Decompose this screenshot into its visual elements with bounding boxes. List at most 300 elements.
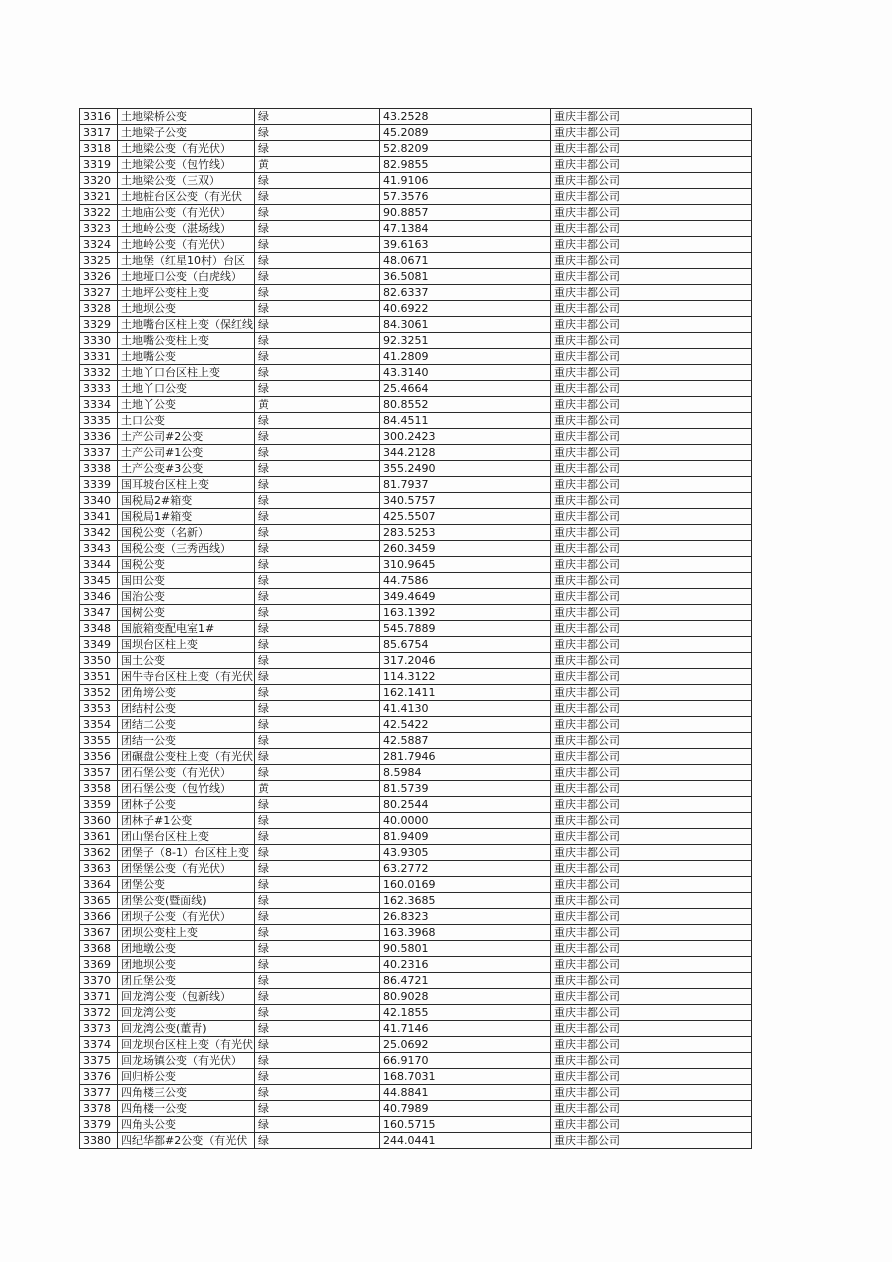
cell-name[interactable]: 国税公变: [118, 557, 255, 573]
cell-row-id[interactable]: 3329: [80, 317, 118, 333]
cell-status[interactable]: 绿: [255, 717, 380, 733]
cell-value[interactable]: 40.0000: [380, 813, 551, 829]
cell-status[interactable]: 绿: [255, 509, 380, 525]
cell-status[interactable]: 绿: [255, 845, 380, 861]
cell-company[interactable]: 重庆丰都公司: [551, 957, 752, 973]
cell-name[interactable]: 团林子公变: [118, 797, 255, 813]
cell-name[interactable]: 土地坪公变柱上变: [118, 285, 255, 301]
cell-row-id[interactable]: 3348: [80, 621, 118, 637]
cell-value[interactable]: 25.4664: [380, 381, 551, 397]
cell-row-id[interactable]: 3324: [80, 237, 118, 253]
cell-status[interactable]: 绿: [255, 557, 380, 573]
cell-name[interactable]: 回龙湾公变（包新线）: [118, 989, 255, 1005]
cell-company[interactable]: 重庆丰都公司: [551, 1053, 752, 1069]
cell-company[interactable]: 重庆丰都公司: [551, 253, 752, 269]
cell-value[interactable]: 80.8552: [380, 397, 551, 413]
cell-company[interactable]: 重庆丰都公司: [551, 797, 752, 813]
cell-name[interactable]: 团石堡公变（包竹线）: [118, 781, 255, 797]
cell-row-id[interactable]: 3320: [80, 173, 118, 189]
cell-value[interactable]: 41.2809: [380, 349, 551, 365]
cell-name[interactable]: 土地梁桥公变: [118, 109, 255, 125]
cell-row-id[interactable]: 3318: [80, 141, 118, 157]
cell-row-id[interactable]: 3361: [80, 829, 118, 845]
cell-value[interactable]: 355.2490: [380, 461, 551, 477]
cell-row-id[interactable]: 3372: [80, 1005, 118, 1021]
cell-status[interactable]: 绿: [255, 589, 380, 605]
cell-row-id[interactable]: 3358: [80, 781, 118, 797]
cell-row-id[interactable]: 3357: [80, 765, 118, 781]
cell-status[interactable]: 绿: [255, 941, 380, 957]
cell-status[interactable]: 绿: [255, 141, 380, 157]
cell-name[interactable]: 四角楼一公变: [118, 1101, 255, 1117]
cell-row-id[interactable]: 3339: [80, 477, 118, 493]
cell-name[interactable]: 土地桩台区公变（有光伏: [118, 189, 255, 205]
cell-status[interactable]: 绿: [255, 205, 380, 221]
cell-status[interactable]: 绿: [255, 525, 380, 541]
cell-row-id[interactable]: 3369: [80, 957, 118, 973]
cell-name[interactable]: 四纪华都#2公变（有光伏: [118, 1133, 255, 1149]
cell-row-id[interactable]: 3331: [80, 349, 118, 365]
cell-company[interactable]: 重庆丰都公司: [551, 1117, 752, 1133]
cell-value[interactable]: 114.3122: [380, 669, 551, 685]
cell-status[interactable]: 绿: [255, 1133, 380, 1149]
cell-company[interactable]: 重庆丰都公司: [551, 173, 752, 189]
cell-row-id[interactable]: 3345: [80, 573, 118, 589]
cell-status[interactable]: 绿: [255, 973, 380, 989]
cell-value[interactable]: 40.6922: [380, 301, 551, 317]
cell-company[interactable]: 重庆丰都公司: [551, 573, 752, 589]
cell-row-id[interactable]: 3341: [80, 509, 118, 525]
cell-row-id[interactable]: 3319: [80, 157, 118, 173]
cell-row-id[interactable]: 3326: [80, 269, 118, 285]
cell-status[interactable]: 绿: [255, 1101, 380, 1117]
cell-value[interactable]: 43.9305: [380, 845, 551, 861]
cell-status[interactable]: 黄: [255, 397, 380, 413]
cell-company[interactable]: 重庆丰都公司: [551, 701, 752, 717]
cell-company[interactable]: 重庆丰都公司: [551, 1085, 752, 1101]
cell-company[interactable]: 重庆丰都公司: [551, 269, 752, 285]
cell-status[interactable]: 绿: [255, 813, 380, 829]
cell-value[interactable]: 43.3140: [380, 365, 551, 381]
cell-value[interactable]: 84.3061: [380, 317, 551, 333]
cell-name[interactable]: 团结村公变: [118, 701, 255, 717]
cell-value[interactable]: 25.0692: [380, 1037, 551, 1053]
cell-name[interactable]: 国治公变: [118, 589, 255, 605]
cell-name[interactable]: 土地梁公变（三双）: [118, 173, 255, 189]
cell-status[interactable]: 绿: [255, 1117, 380, 1133]
cell-name[interactable]: 国旅箱变配电室1#: [118, 621, 255, 637]
cell-name[interactable]: 国田公变: [118, 573, 255, 589]
cell-value[interactable]: 80.2544: [380, 797, 551, 813]
cell-row-id[interactable]: 3350: [80, 653, 118, 669]
cell-company[interactable]: 重庆丰都公司: [551, 717, 752, 733]
cell-row-id[interactable]: 3375: [80, 1053, 118, 1069]
cell-name[interactable]: 土口公变: [118, 413, 255, 429]
cell-row-id[interactable]: 3325: [80, 253, 118, 269]
cell-company[interactable]: 重庆丰都公司: [551, 397, 752, 413]
cell-value[interactable]: 26.8323: [380, 909, 551, 925]
cell-company[interactable]: 重庆丰都公司: [551, 285, 752, 301]
cell-status[interactable]: 绿: [255, 669, 380, 685]
cell-row-id[interactable]: 3352: [80, 685, 118, 701]
cell-row-id[interactable]: 3356: [80, 749, 118, 765]
cell-company[interactable]: 重庆丰都公司: [551, 125, 752, 141]
cell-row-id[interactable]: 3374: [80, 1037, 118, 1053]
cell-status[interactable]: 绿: [255, 445, 380, 461]
cell-row-id[interactable]: 3337: [80, 445, 118, 461]
cell-row-id[interactable]: 3333: [80, 381, 118, 397]
cell-company[interactable]: 重庆丰都公司: [551, 637, 752, 653]
cell-status[interactable]: 绿: [255, 621, 380, 637]
cell-value[interactable]: 42.5422: [380, 717, 551, 733]
cell-company[interactable]: 重庆丰都公司: [551, 541, 752, 557]
cell-value[interactable]: 85.6754: [380, 637, 551, 653]
cell-name[interactable]: 土地垭口公变（白虎线）: [118, 269, 255, 285]
cell-company[interactable]: 重庆丰都公司: [551, 973, 752, 989]
cell-row-id[interactable]: 3323: [80, 221, 118, 237]
cell-name[interactable]: 团堡堡公变（有光伏）: [118, 861, 255, 877]
cell-value[interactable]: 92.3251: [380, 333, 551, 349]
cell-name[interactable]: 国税局2#箱变: [118, 493, 255, 509]
cell-company[interactable]: 重庆丰都公司: [551, 893, 752, 909]
cell-row-id[interactable]: 3342: [80, 525, 118, 541]
cell-status[interactable]: 绿: [255, 733, 380, 749]
cell-name[interactable]: 土地丫口台区柱上变: [118, 365, 255, 381]
cell-company[interactable]: 重庆丰都公司: [551, 365, 752, 381]
cell-value[interactable]: 8.5984: [380, 765, 551, 781]
cell-value[interactable]: 160.0169: [380, 877, 551, 893]
cell-company[interactable]: 重庆丰都公司: [551, 189, 752, 205]
cell-status[interactable]: 绿: [255, 765, 380, 781]
cell-company[interactable]: 重庆丰都公司: [551, 429, 752, 445]
cell-status[interactable]: 绿: [255, 317, 380, 333]
cell-company[interactable]: 重庆丰都公司: [551, 445, 752, 461]
cell-company[interactable]: 重庆丰都公司: [551, 221, 752, 237]
cell-company[interactable]: 重庆丰都公司: [551, 653, 752, 669]
cell-row-id[interactable]: 3349: [80, 637, 118, 653]
cell-value[interactable]: 80.9028: [380, 989, 551, 1005]
cell-company[interactable]: 重庆丰都公司: [551, 845, 752, 861]
cell-company[interactable]: 重庆丰都公司: [551, 349, 752, 365]
cell-status[interactable]: 绿: [255, 573, 380, 589]
cell-status[interactable]: 绿: [255, 365, 380, 381]
cell-row-id[interactable]: 3377: [80, 1085, 118, 1101]
cell-row-id[interactable]: 3373: [80, 1021, 118, 1037]
cell-status[interactable]: 绿: [255, 653, 380, 669]
cell-status[interactable]: 绿: [255, 797, 380, 813]
cell-name[interactable]: 四角楼三公变: [118, 1085, 255, 1101]
cell-company[interactable]: 重庆丰都公司: [551, 461, 752, 477]
cell-name[interactable]: 土产公变#3公变: [118, 461, 255, 477]
cell-status[interactable]: 绿: [255, 893, 380, 909]
cell-value[interactable]: 40.7989: [380, 1101, 551, 1117]
cell-row-id[interactable]: 3360: [80, 813, 118, 829]
cell-company[interactable]: 重庆丰都公司: [551, 1101, 752, 1117]
cell-row-id[interactable]: 3332: [80, 365, 118, 381]
cell-value[interactable]: 90.8857: [380, 205, 551, 221]
cell-row-id[interactable]: 3366: [80, 909, 118, 925]
cell-status[interactable]: 绿: [255, 605, 380, 621]
cell-status[interactable]: 绿: [255, 461, 380, 477]
cell-name[interactable]: 国耳坡台区柱上变: [118, 477, 255, 493]
cell-row-id[interactable]: 3379: [80, 1117, 118, 1133]
cell-row-id[interactable]: 3367: [80, 925, 118, 941]
cell-status[interactable]: 黄: [255, 157, 380, 173]
cell-name[interactable]: 土地坝公变: [118, 301, 255, 317]
cell-name[interactable]: 国税公变（名新）: [118, 525, 255, 541]
cell-value[interactable]: 168.7031: [380, 1069, 551, 1085]
cell-status[interactable]: 绿: [255, 429, 380, 445]
cell-row-id[interactable]: 3370: [80, 973, 118, 989]
cell-company[interactable]: 重庆丰都公司: [551, 109, 752, 125]
cell-status[interactable]: 绿: [255, 1005, 380, 1021]
cell-row-id[interactable]: 3344: [80, 557, 118, 573]
cell-row-id[interactable]: 3368: [80, 941, 118, 957]
cell-status[interactable]: 绿: [255, 189, 380, 205]
cell-name[interactable]: 国土公变: [118, 653, 255, 669]
cell-value[interactable]: 244.0441: [380, 1133, 551, 1149]
cell-value[interactable]: 425.5507: [380, 509, 551, 525]
cell-company[interactable]: 重庆丰都公司: [551, 1005, 752, 1021]
cell-row-id[interactable]: 3378: [80, 1101, 118, 1117]
cell-name[interactable]: 土地岭公变（有光伏）: [118, 237, 255, 253]
cell-company[interactable]: 重庆丰都公司: [551, 861, 752, 877]
cell-row-id[interactable]: 3330: [80, 333, 118, 349]
cell-row-id[interactable]: 3351: [80, 669, 118, 685]
cell-value[interactable]: 39.6163: [380, 237, 551, 253]
cell-company[interactable]: 重庆丰都公司: [551, 733, 752, 749]
cell-name[interactable]: 团堡公变(暨面线): [118, 893, 255, 909]
cell-status[interactable]: 绿: [255, 125, 380, 141]
cell-name[interactable]: 土地岭公变（湛场线）: [118, 221, 255, 237]
cell-status[interactable]: 绿: [255, 1053, 380, 1069]
cell-value[interactable]: 160.5715: [380, 1117, 551, 1133]
cell-name[interactable]: 团林子#1公变: [118, 813, 255, 829]
cell-status[interactable]: 绿: [255, 285, 380, 301]
cell-company[interactable]: 重庆丰都公司: [551, 829, 752, 845]
cell-status[interactable]: 绿: [255, 109, 380, 125]
cell-name[interactable]: 团地坝公变: [118, 957, 255, 973]
cell-name[interactable]: 回归桥公变: [118, 1069, 255, 1085]
cell-value[interactable]: 44.8841: [380, 1085, 551, 1101]
cell-status[interactable]: 绿: [255, 861, 380, 877]
cell-name[interactable]: 土地嘴公变柱上变: [118, 333, 255, 349]
cell-status[interactable]: 绿: [255, 685, 380, 701]
cell-status[interactable]: 绿: [255, 1021, 380, 1037]
cell-name[interactable]: 团丘堡公变: [118, 973, 255, 989]
cell-company[interactable]: 重庆丰都公司: [551, 781, 752, 797]
cell-value[interactable]: 162.3685: [380, 893, 551, 909]
cell-status[interactable]: 绿: [255, 237, 380, 253]
cell-name[interactable]: 团山堡台区柱上变: [118, 829, 255, 845]
cell-value[interactable]: 283.5253: [380, 525, 551, 541]
cell-company[interactable]: 重庆丰都公司: [551, 941, 752, 957]
cell-row-id[interactable]: 3364: [80, 877, 118, 893]
cell-name[interactable]: 团堡子（8-1）台区柱上变: [118, 845, 255, 861]
cell-company[interactable]: 重庆丰都公司: [551, 589, 752, 605]
cell-company[interactable]: 重庆丰都公司: [551, 621, 752, 637]
cell-value[interactable]: 47.1384: [380, 221, 551, 237]
cell-value[interactable]: 81.9409: [380, 829, 551, 845]
cell-company[interactable]: 重庆丰都公司: [551, 925, 752, 941]
cell-value[interactable]: 90.5801: [380, 941, 551, 957]
cell-company[interactable]: 重庆丰都公司: [551, 877, 752, 893]
cell-company[interactable]: 重庆丰都公司: [551, 685, 752, 701]
cell-status[interactable]: 绿: [255, 989, 380, 1005]
cell-row-id[interactable]: 3336: [80, 429, 118, 445]
cell-status[interactable]: 绿: [255, 477, 380, 493]
cell-row-id[interactable]: 3335: [80, 413, 118, 429]
cell-row-id[interactable]: 3376: [80, 1069, 118, 1085]
cell-company[interactable]: 重庆丰都公司: [551, 1133, 752, 1149]
cell-value[interactable]: 82.9855: [380, 157, 551, 173]
cell-value[interactable]: 310.9645: [380, 557, 551, 573]
cell-name[interactable]: 土地庙公变（有光伏）: [118, 205, 255, 221]
cell-value[interactable]: 48.0671: [380, 253, 551, 269]
cell-name[interactable]: 国税公变（三秀西线）: [118, 541, 255, 557]
cell-value[interactable]: 66.9170: [380, 1053, 551, 1069]
cell-name[interactable]: 团坝公变柱上变: [118, 925, 255, 941]
cell-row-id[interactable]: 3340: [80, 493, 118, 509]
cell-value[interactable]: 57.3576: [380, 189, 551, 205]
cell-name[interactable]: 困牛寺台区柱上变（有光伏: [118, 669, 255, 685]
cell-value[interactable]: 63.2772: [380, 861, 551, 877]
cell-company[interactable]: 重庆丰都公司: [551, 1037, 752, 1053]
cell-company[interactable]: 重庆丰都公司: [551, 557, 752, 573]
cell-value[interactable]: 43.2528: [380, 109, 551, 125]
cell-value[interactable]: 42.5887: [380, 733, 551, 749]
cell-value[interactable]: 45.2089: [380, 125, 551, 141]
cell-row-id[interactable]: 3353: [80, 701, 118, 717]
cell-status[interactable]: 绿: [255, 877, 380, 893]
cell-status[interactable]: 绿: [255, 253, 380, 269]
cell-status[interactable]: 绿: [255, 493, 380, 509]
cell-name[interactable]: 土地嘴公变: [118, 349, 255, 365]
cell-company[interactable]: 重庆丰都公司: [551, 749, 752, 765]
cell-name[interactable]: 回龙湾公变(董青): [118, 1021, 255, 1037]
cell-value[interactable]: 84.4511: [380, 413, 551, 429]
cell-name[interactable]: 回龙场镇公变（有光伏）: [118, 1053, 255, 1069]
cell-row-id[interactable]: 3365: [80, 893, 118, 909]
cell-row-id[interactable]: 3317: [80, 125, 118, 141]
cell-name[interactable]: 土地梁公变（包竹线）: [118, 157, 255, 173]
cell-status[interactable]: 黄: [255, 781, 380, 797]
cell-row-id[interactable]: 3354: [80, 717, 118, 733]
cell-row-id[interactable]: 3322: [80, 205, 118, 221]
cell-company[interactable]: 重庆丰都公司: [551, 813, 752, 829]
cell-value[interactable]: 300.2423: [380, 429, 551, 445]
cell-status[interactable]: 绿: [255, 541, 380, 557]
cell-row-id[interactable]: 3355: [80, 733, 118, 749]
cell-status[interactable]: 绿: [255, 957, 380, 973]
cell-value[interactable]: 344.2128: [380, 445, 551, 461]
cell-status[interactable]: 绿: [255, 909, 380, 925]
cell-row-id[interactable]: 3334: [80, 397, 118, 413]
cell-value[interactable]: 52.8209: [380, 141, 551, 157]
cell-name[interactable]: 国树公变: [118, 605, 255, 621]
cell-row-id[interactable]: 3380: [80, 1133, 118, 1149]
cell-company[interactable]: 重庆丰都公司: [551, 493, 752, 509]
cell-status[interactable]: 绿: [255, 829, 380, 845]
cell-value[interactable]: 163.1392: [380, 605, 551, 621]
cell-name[interactable]: 土产公司#1公变: [118, 445, 255, 461]
cell-value[interactable]: 162.1411: [380, 685, 551, 701]
cell-company[interactable]: 重庆丰都公司: [551, 509, 752, 525]
cell-company[interactable]: 重庆丰都公司: [551, 413, 752, 429]
cell-company[interactable]: 重庆丰都公司: [551, 605, 752, 621]
cell-value[interactable]: 36.5081: [380, 269, 551, 285]
cell-row-id[interactable]: 3343: [80, 541, 118, 557]
cell-row-id[interactable]: 3328: [80, 301, 118, 317]
cell-name[interactable]: 团结二公变: [118, 717, 255, 733]
cell-name[interactable]: 土地丫公变: [118, 397, 255, 413]
cell-value[interactable]: 42.1855: [380, 1005, 551, 1021]
cell-name[interactable]: 回龙湾公变: [118, 1005, 255, 1021]
cell-row-id[interactable]: 3316: [80, 109, 118, 125]
cell-company[interactable]: 重庆丰都公司: [551, 669, 752, 685]
cell-value[interactable]: 41.9106: [380, 173, 551, 189]
cell-value[interactable]: 41.7146: [380, 1021, 551, 1037]
cell-company[interactable]: 重庆丰都公司: [551, 1021, 752, 1037]
cell-name[interactable]: 土产公司#2公变: [118, 429, 255, 445]
cell-row-id[interactable]: 3362: [80, 845, 118, 861]
cell-value[interactable]: 281.7946: [380, 749, 551, 765]
cell-company[interactable]: 重庆丰都公司: [551, 333, 752, 349]
cell-value[interactable]: 44.7586: [380, 573, 551, 589]
cell-row-id[interactable]: 3346: [80, 589, 118, 605]
cell-name[interactable]: 土地堡（红星10村）台区: [118, 253, 255, 269]
cell-name[interactable]: 土地梁子公变: [118, 125, 255, 141]
cell-value[interactable]: 40.2316: [380, 957, 551, 973]
cell-status[interactable]: 绿: [255, 221, 380, 237]
cell-status[interactable]: 绿: [255, 1085, 380, 1101]
cell-value[interactable]: 545.7889: [380, 621, 551, 637]
cell-company[interactable]: 重庆丰都公司: [551, 141, 752, 157]
cell-row-id[interactable]: 3359: [80, 797, 118, 813]
cell-value[interactable]: 340.5757: [380, 493, 551, 509]
cell-value[interactable]: 81.5739: [380, 781, 551, 797]
cell-status[interactable]: 绿: [255, 701, 380, 717]
cell-company[interactable]: 重庆丰都公司: [551, 989, 752, 1005]
cell-status[interactable]: 绿: [255, 749, 380, 765]
cell-row-id[interactable]: 3347: [80, 605, 118, 621]
cell-company[interactable]: 重庆丰都公司: [551, 157, 752, 173]
cell-company[interactable]: 重庆丰都公司: [551, 1069, 752, 1085]
cell-company[interactable]: 重庆丰都公司: [551, 477, 752, 493]
cell-company[interactable]: 重庆丰都公司: [551, 381, 752, 397]
cell-status[interactable]: 绿: [255, 413, 380, 429]
cell-company[interactable]: 重庆丰都公司: [551, 205, 752, 221]
cell-value[interactable]: 317.2046: [380, 653, 551, 669]
cell-value[interactable]: 81.7937: [380, 477, 551, 493]
cell-company[interactable]: 重庆丰都公司: [551, 765, 752, 781]
cell-name[interactable]: 团石堡公变（有光伏）: [118, 765, 255, 781]
cell-name[interactable]: 团结一公变: [118, 733, 255, 749]
cell-status[interactable]: 绿: [255, 1069, 380, 1085]
cell-status[interactable]: 绿: [255, 925, 380, 941]
cell-row-id[interactable]: 3327: [80, 285, 118, 301]
cell-name[interactable]: 土地丫口公变: [118, 381, 255, 397]
cell-name[interactable]: 团堡公变: [118, 877, 255, 893]
cell-name[interactable]: 团坝子公变（有光伏）: [118, 909, 255, 925]
cell-value[interactable]: 163.3968: [380, 925, 551, 941]
cell-company[interactable]: 重庆丰都公司: [551, 525, 752, 541]
cell-row-id[interactable]: 3338: [80, 461, 118, 477]
cell-status[interactable]: 绿: [255, 269, 380, 285]
cell-status[interactable]: 绿: [255, 301, 380, 317]
cell-name[interactable]: 团角塝公变: [118, 685, 255, 701]
cell-status[interactable]: 绿: [255, 349, 380, 365]
